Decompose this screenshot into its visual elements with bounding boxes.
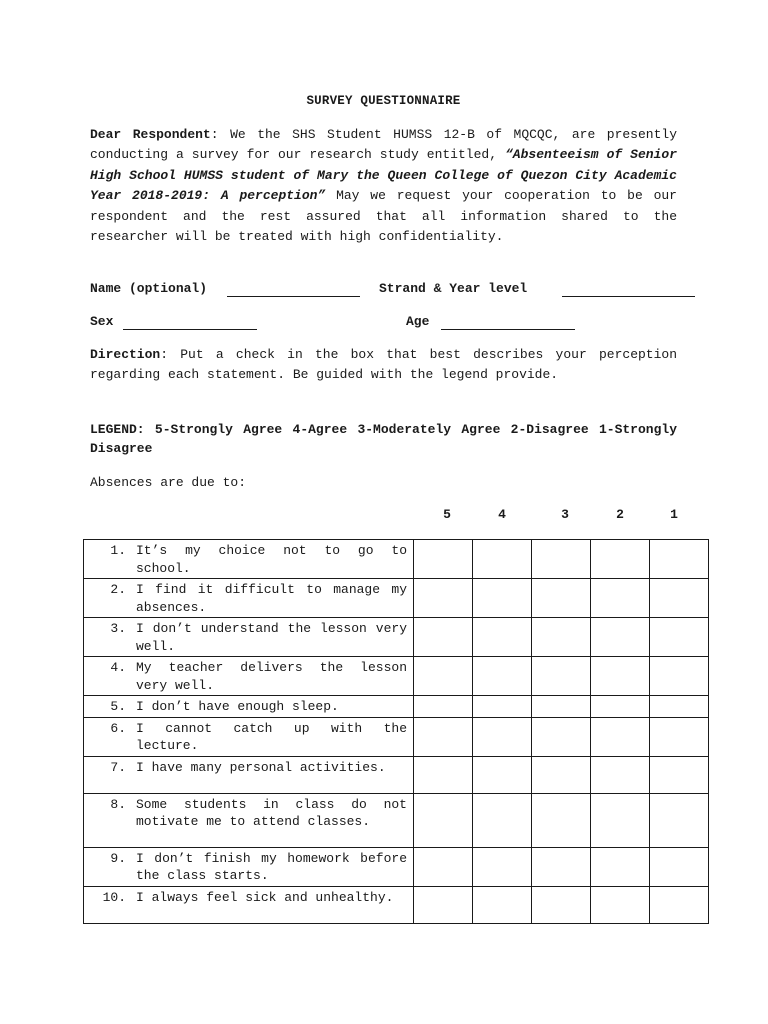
- greeting: Dear Respondent: [90, 127, 211, 142]
- rating-box-3[interactable]: [532, 793, 591, 847]
- statement-text: My teacher delivers the lesson very well.: [136, 660, 407, 693]
- intro-text-after: May we request your cooperation to be our respondent and the rest assured that all information shared to the researcher will be treated with high confidentiality.: [90, 188, 677, 245]
- rating-box-4[interactable]: [473, 847, 532, 886]
- rating-box-4[interactable]: [473, 886, 532, 923]
- statement-item: [84, 794, 413, 832]
- study-title: “Absenteeism of Senior High School HUMSS student of Mary the Queen College of Quezon City Academic Year 2018-2019: A perception”: [90, 147, 677, 204]
- table-row: [84, 886, 709, 923]
- rating-box-1[interactable]: [650, 540, 709, 579]
- rating-box-1[interactable]: [650, 618, 709, 657]
- statement-number: 1.: [110, 543, 126, 558]
- rating-box-5[interactable]: [414, 618, 473, 657]
- rating-box-1[interactable]: [650, 793, 709, 847]
- rating-box-3[interactable]: [532, 756, 591, 793]
- table-row: [84, 793, 709, 847]
- rating-box-4[interactable]: [473, 793, 532, 847]
- age-field[interactable]: [441, 329, 575, 330]
- table-row: [84, 540, 709, 579]
- scale-1: 1: [670, 507, 678, 522]
- statement-cell: [84, 540, 414, 579]
- statement-number: 9.: [110, 850, 126, 866]
- statement-number: 3.: [110, 621, 126, 636]
- statement-cell: [84, 793, 414, 847]
- sex-label: Sex: [90, 314, 114, 329]
- statement-cell: [84, 756, 414, 793]
- direction-label: Direction: [90, 347, 161, 362]
- rating-box-2[interactable]: [591, 717, 650, 756]
- sex-field[interactable]: [123, 329, 257, 330]
- rating-box-1[interactable]: [650, 579, 709, 618]
- rating-box-1[interactable]: [650, 847, 709, 886]
- rating-box-2[interactable]: [591, 847, 650, 886]
- page-title: SURVEY QUESTIONNAIRE: [306, 94, 461, 108]
- rating-box-1[interactable]: [650, 696, 709, 718]
- rating-box-1[interactable]: [650, 717, 709, 756]
- rating-box-4[interactable]: [473, 756, 532, 793]
- statement-cell: [84, 717, 414, 756]
- strand-field[interactable]: [562, 296, 695, 297]
- rating-box-5[interactable]: [414, 696, 473, 718]
- statement-number: 8.: [110, 796, 126, 812]
- statement-number: 7.: [110, 759, 126, 775]
- rating-box-2[interactable]: [591, 756, 650, 793]
- rating-box-5[interactable]: [414, 793, 473, 847]
- rating-box-3[interactable]: [532, 618, 591, 657]
- rating-box-4[interactable]: [473, 717, 532, 756]
- statement-table: [83, 539, 709, 924]
- statement-number: 5.: [110, 699, 126, 714]
- lead-in: Absences are due to:: [90, 475, 247, 490]
- statement-item: [84, 618, 413, 656]
- field-row-sex-age: [90, 314, 700, 334]
- name-label: Name (optional): [90, 281, 208, 296]
- scale-3: 3: [561, 507, 569, 522]
- rating-box-2[interactable]: [591, 886, 650, 923]
- rating-box-2[interactable]: [591, 618, 650, 657]
- table-row: [84, 756, 709, 793]
- statement-text: I cannot catch up with the lecture.: [136, 720, 407, 753]
- statement-text: I have many personal activities.: [136, 759, 386, 775]
- rating-box-3[interactable]: [532, 886, 591, 923]
- statement-item: [84, 887, 413, 908]
- strand-label: Strand & Year level: [379, 281, 528, 296]
- scale-5: 5: [443, 507, 451, 522]
- rating-box-3[interactable]: [532, 717, 591, 756]
- statement-item: [84, 657, 413, 695]
- rating-box-5[interactable]: [414, 756, 473, 793]
- name-field[interactable]: [227, 296, 360, 297]
- table-row: [84, 618, 709, 657]
- legend: LEGEND: 5-Strongly Agree 4-Agree 3-Moderately Agree 2-Disagree 1-Strongly Disagree: [90, 422, 677, 456]
- scale-header: [90, 507, 768, 525]
- intro-text-before: : We the SHS Student HUMSS 12-B of MQCQC, are presently conducting a survey for our research study entitled,: [90, 127, 677, 163]
- statement-number: 2.: [110, 582, 126, 597]
- rating-box-2[interactable]: [591, 793, 650, 847]
- rating-box-3[interactable]: [532, 579, 591, 618]
- statement-text: I don’t understand the lesson very well.: [136, 621, 407, 654]
- statement-item: [84, 540, 413, 578]
- rating-box-5[interactable]: [414, 847, 473, 886]
- scale-2: 2: [616, 507, 624, 522]
- rating-box-3[interactable]: [532, 696, 591, 718]
- direction-text: : Put a check in the box that best describes your perception regarding each statement. Be guided with the legend provide.: [90, 347, 677, 383]
- field-row-name-strand: [90, 281, 700, 301]
- rating-box-5[interactable]: [414, 886, 473, 923]
- table-row: [84, 717, 709, 756]
- rating-box-2[interactable]: [591, 579, 650, 618]
- statement-number: 6.: [110, 720, 126, 736]
- table-row: [84, 847, 709, 886]
- rating-box-1[interactable]: [650, 886, 709, 923]
- statement-cell: [84, 618, 414, 657]
- rating-box-2[interactable]: [591, 657, 650, 696]
- statement-item: [84, 757, 413, 778]
- rating-box-3[interactable]: [532, 540, 591, 579]
- statement-text: I don’t have enough sleep.: [136, 699, 339, 714]
- rating-box-4[interactable]: [473, 696, 532, 718]
- statement-item: [84, 696, 413, 717]
- scale-4: 4: [498, 507, 506, 522]
- statement-item: [84, 579, 413, 617]
- rating-box-3[interactable]: [532, 657, 591, 696]
- statement-item: [84, 718, 413, 756]
- statement-cell: [84, 886, 414, 923]
- rating-box-3[interactable]: [532, 847, 591, 886]
- age-label: Age: [406, 314, 430, 329]
- table-row: [84, 579, 709, 618]
- rating-box-1[interactable]: [650, 756, 709, 793]
- statement-text: I always feel sick and unhealthy.: [136, 889, 394, 905]
- direction-paragraph: [90, 345, 677, 386]
- statement-text: It’s my choice not to go to school.: [136, 543, 407, 576]
- table-row: [84, 696, 709, 718]
- statement-cell: [84, 657, 414, 696]
- rating-box-4[interactable]: [473, 579, 532, 618]
- statement-cell: [84, 847, 414, 886]
- rating-box-5[interactable]: [414, 657, 473, 696]
- rating-box-2[interactable]: [591, 696, 650, 718]
- rating-box-4[interactable]: [473, 657, 532, 696]
- statement-number: 10.: [102, 889, 126, 905]
- rating-box-4[interactable]: [473, 618, 532, 657]
- rating-box-4[interactable]: [473, 540, 532, 579]
- rating-box-5[interactable]: [414, 540, 473, 579]
- statement-item: [84, 848, 413, 886]
- rating-box-2[interactable]: [591, 540, 650, 579]
- rating-box-1[interactable]: [650, 657, 709, 696]
- rating-box-5[interactable]: [414, 579, 473, 618]
- statement-cell: [84, 696, 414, 718]
- table-row: [84, 657, 709, 696]
- statement-text: I don’t finish my homework before the class starts.: [136, 850, 407, 883]
- statement-text: I find it difficult to manage my absences.: [136, 582, 407, 615]
- statement-number: 4.: [110, 660, 126, 675]
- statement-cell: [84, 579, 414, 618]
- statement-text: Some students in class do not motivate me to attend classes.: [136, 796, 407, 829]
- rating-box-5[interactable]: [414, 717, 473, 756]
- intro-paragraph: [90, 125, 677, 247]
